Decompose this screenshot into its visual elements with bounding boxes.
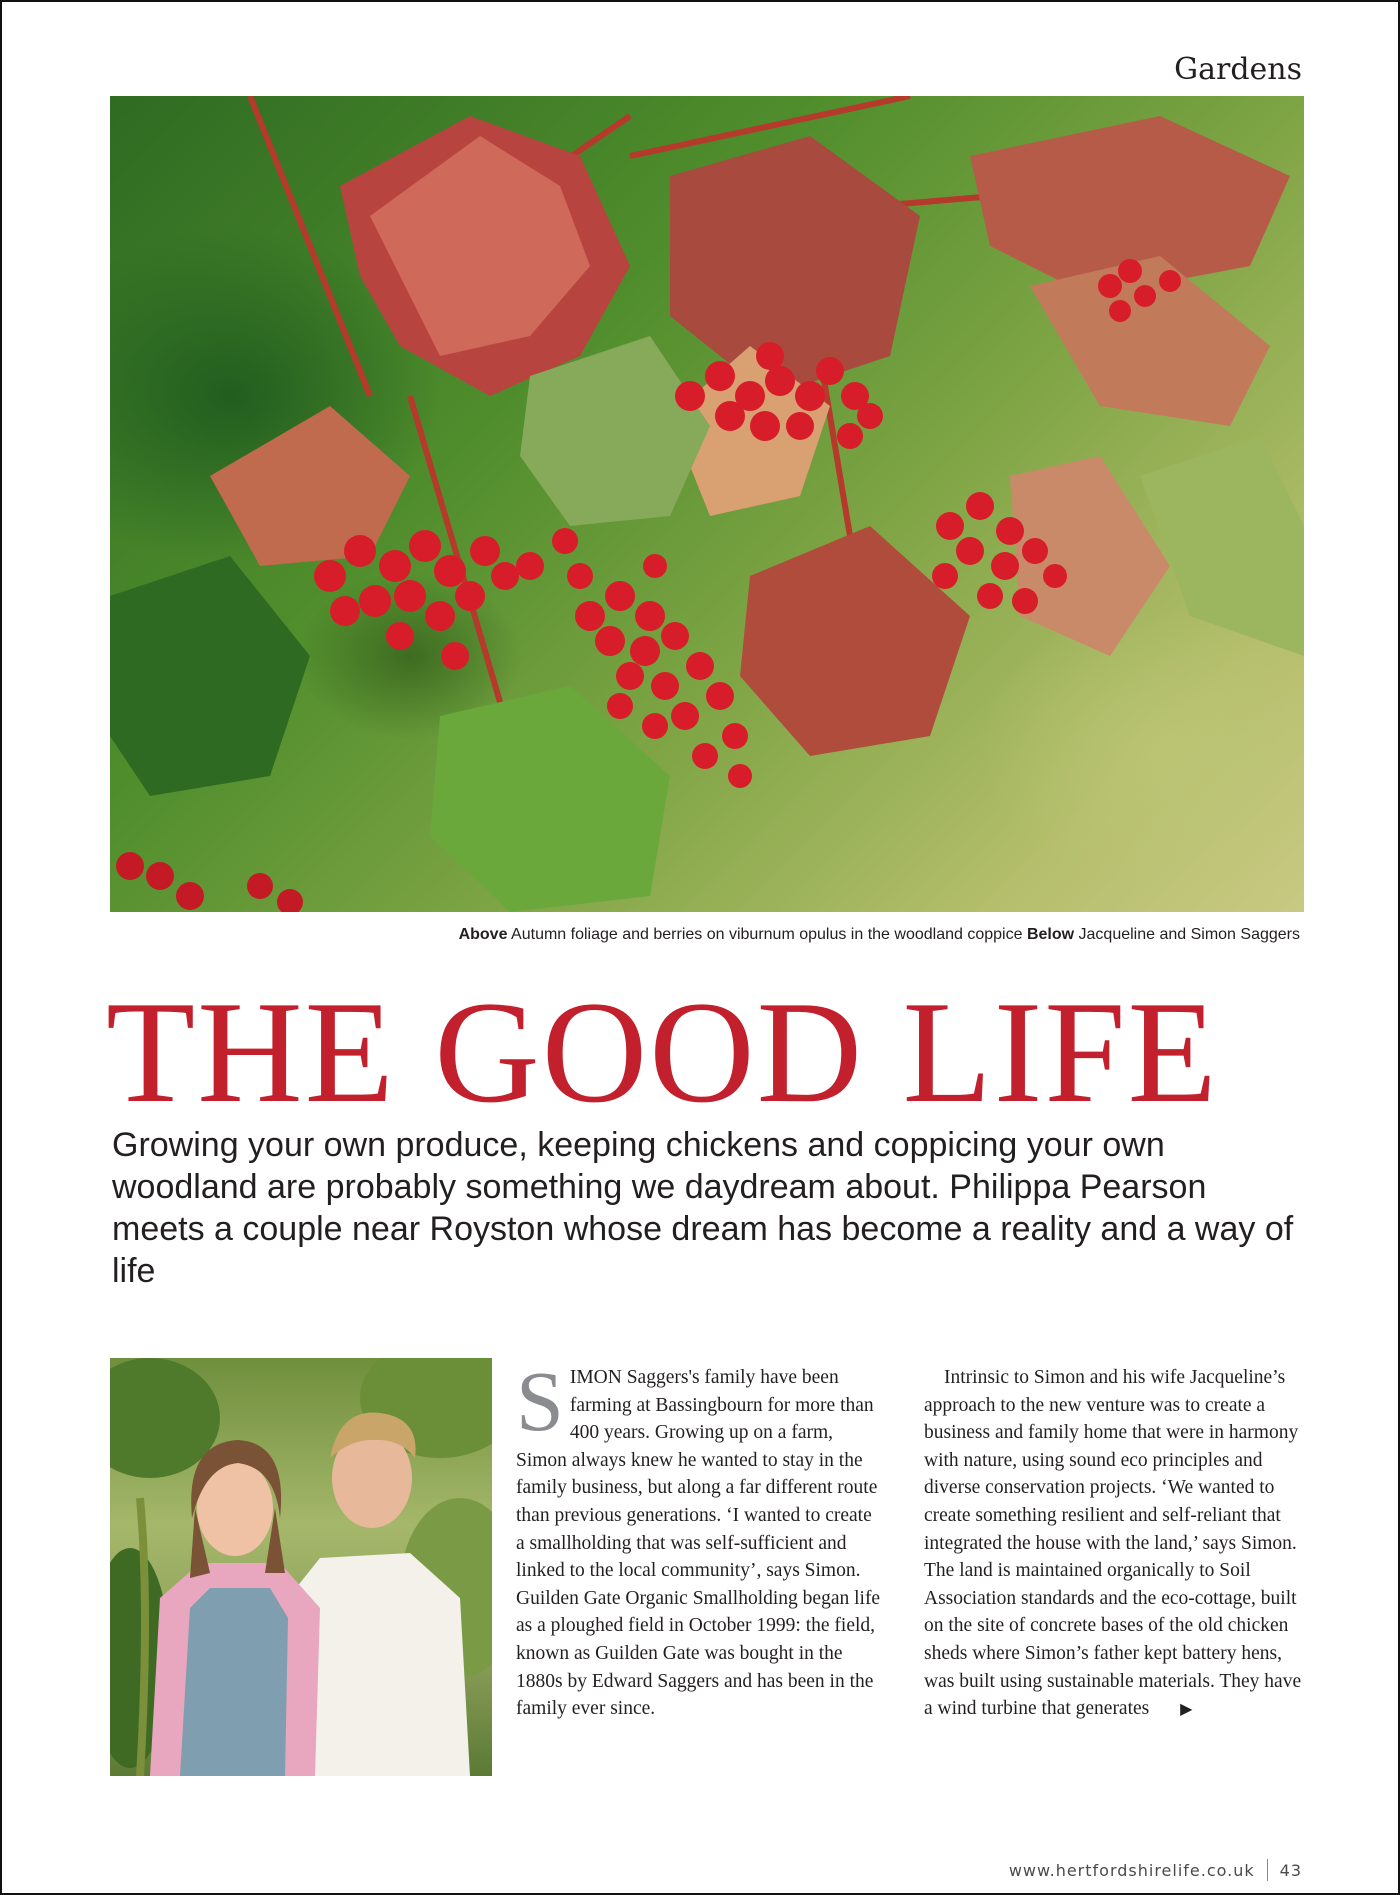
section-label: Gardens [1174, 52, 1302, 87]
article-column-2 [924, 1364, 1308, 1724]
hero-photo-illustration [110, 96, 1304, 912]
continue-arrow-icon: ▶ [1180, 1701, 1193, 1719]
photo-caption [459, 926, 1300, 944]
article-title: THE GOOD LIFE [106, 971, 1219, 1133]
hero-photo [110, 96, 1304, 912]
column-1-text: IMON Saggers's family have been farming at Bassingbourn for more than 400 years. Growing up on a farm, Simon always knew he wanted to stay in the family business, but along a far different route than previous generations. ‘I wanted to create a smallholding that was self-sufficient and linked to the local community’, says Simon. Guilden Gate Organic Smallholding began life as a ploughed field in October 1999: the field, known as Guilden Gate was bought in the 1880s by Edward Saggers and has been in the family ever since. [516, 1367, 881, 1720]
page-footer [1009, 1859, 1302, 1881]
portrait-illustration [110, 1358, 492, 1776]
article-column-1 [516, 1353, 884, 1723]
footer-divider [1267, 1859, 1268, 1881]
article-standfirst: Growing your own produce, keeping chickens and coppicing your own woodland are probably something we daydream about. Philippa Pearson meets a couple near Royston whose dream has become a reality and a way of life [112, 1126, 1294, 1290]
portrait-photo [110, 1358, 492, 1776]
caption-above-label: Above [458, 926, 508, 943]
column-2-text: Intrinsic to Simon and his wife Jacqueline’s approach to the new venture was to create a business and family home that were in harmony with nature, using sound eco principles and diverse conservation projects. ‘We wanted to create something resilient and self-reliant that integrated the house with the land,’ says Simon. The land is maintained organically to Soil Association standards and the eco-cottage, built on the site of concrete bases of the old chicken sheds where Simon’s father kept battery hens, was built using sustainable materials. They have a wind turbine that generates [924, 1367, 1302, 1720]
caption-below-text: Jacqueline and Simon Saggers [1078, 926, 1300, 943]
footer-url[interactable]: www.hertfordshirelife.co.uk [1008, 1860, 1255, 1880]
page-number: 43 [1279, 1860, 1302, 1880]
caption-below-label: Below [1026, 926, 1075, 943]
caption-above-text: Autumn foliage and berries on viburnum opulus in the woodland coppice [511, 926, 1023, 943]
drop-cap: S [516, 1353, 564, 1449]
